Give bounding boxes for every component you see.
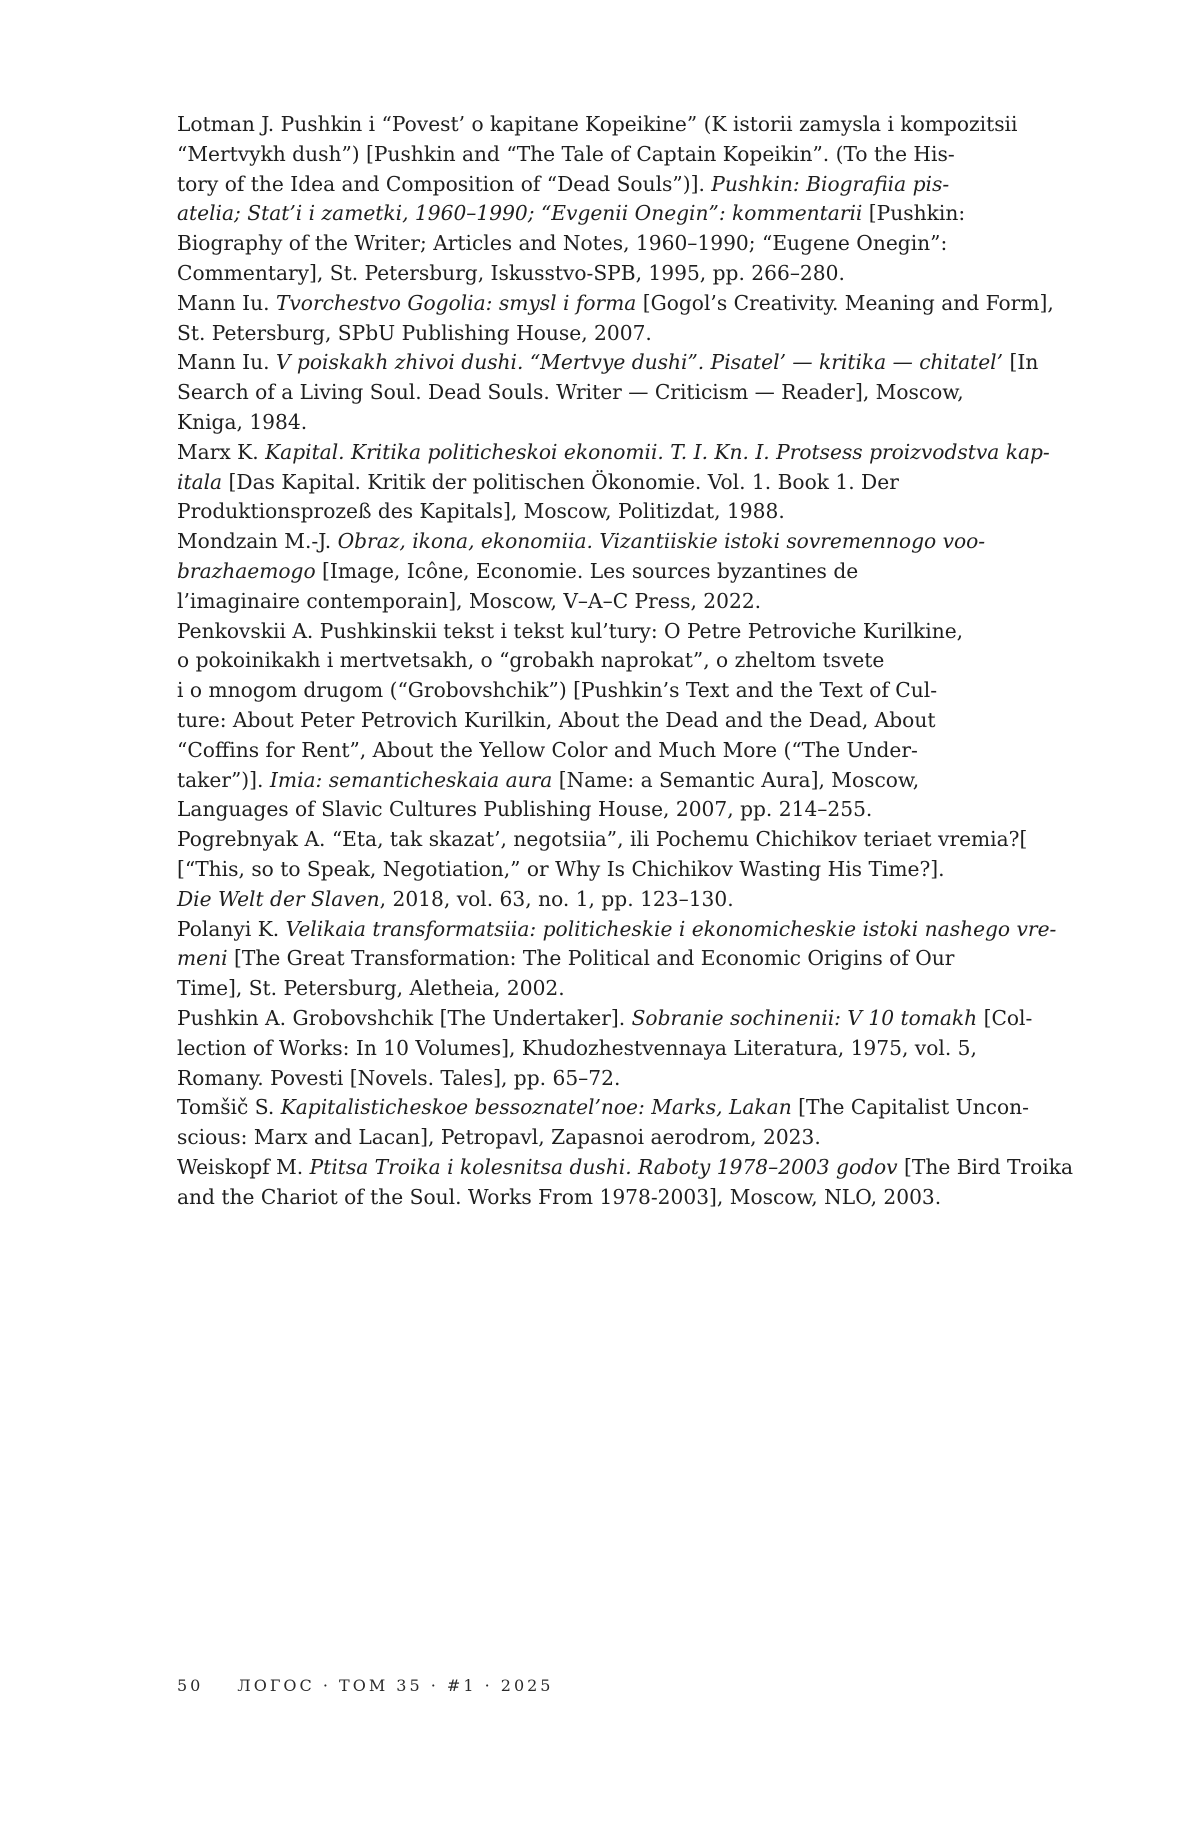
text-segment: Search of a Living Soul. Dead Souls. Writer — Criticism — Reader], Moscow,	[177, 380, 964, 405]
text-segment: Penkovskii A. Pushkinskii tekst i tekst kul’tury: O Petre Petroviche Kurilkine,	[177, 618, 964, 643]
entry-line	[177, 1183, 1037, 1213]
text-segment: [The Great Transformation: The Political and Economic Origins of Our	[227, 946, 955, 971]
text-segment: Produktionsprozeß des Kapitals], Moscow, Politizdat, 1988.	[177, 499, 785, 524]
entry-line	[177, 617, 1037, 647]
text-segment: tory of the Idea and Composition of “Dead Souls”)].	[177, 171, 712, 196]
entry-line	[177, 915, 1057, 945]
text-segment: [The Capitalist Uncon-	[791, 1095, 1029, 1120]
entry-line	[177, 468, 1037, 498]
italic-title-segment: Kapitalisticheskoe bessoznatel’noe: Marks, Lakan	[280, 1095, 792, 1120]
bibliography-entry	[177, 438, 1050, 527]
text-segment: [Image, Icône, Economie. Les sources byzantines de	[315, 558, 859, 583]
bibliography-entry	[177, 348, 1037, 437]
text-segment: [“This, so to Speak, Negotiation,” or Why Is Chichikov Wasting His Time?].	[177, 856, 945, 881]
italic-title-segment: Imia: semanticheskaia aura	[269, 767, 553, 792]
entry-line	[177, 676, 1037, 706]
entry-line	[177, 378, 1037, 408]
running-title: ЛОГОС · ТОМ 35 · #1 · 2025	[237, 1676, 554, 1695]
entry-line	[177, 736, 1037, 766]
text-segment: Tomšič S.	[177, 1095, 281, 1120]
text-segment: [Das Kapital. Kritik der politischen Ökonomie. Vol. 1. Book 1. Der	[222, 469, 899, 494]
italic-title-segment: meni	[177, 946, 228, 971]
text-segment: St. Petersburg, SPbU Publishing House, 2007.	[177, 320, 652, 345]
text-segment: Mondzain M.-J.	[177, 529, 338, 554]
entry-line	[177, 855, 1037, 885]
text-segment: Lotman J. Pushkin i “Povest’ o kapitane Kopeikine” (K istorii zamysla i kompozitsii	[177, 112, 1018, 136]
entry-line	[177, 587, 1037, 617]
entry-line	[177, 1153, 1073, 1183]
entry-line	[177, 199, 1037, 229]
text-segment: scious: Marx and Lacan], Petropavl, Zapasnoi aerodrom, 2023.	[177, 1125, 821, 1150]
text-segment: Polanyi K.	[177, 916, 286, 941]
entry-line	[177, 1004, 1037, 1034]
entry-line	[177, 319, 1037, 349]
text-segment: taker”)].	[177, 767, 270, 792]
text-segment: [Col-	[977, 1005, 1033, 1030]
entry-line	[177, 170, 1037, 200]
entry-line	[177, 229, 1037, 259]
text-segment: [Name: a Semantic Aura], Moscow,	[552, 767, 920, 792]
text-segment: Mann Iu.	[177, 290, 276, 315]
text-segment: [Gogol’s Creativity. Meaning and Form],	[636, 290, 1054, 315]
entry-line	[177, 1064, 1037, 1094]
text-segment: Kniga, 1984.	[177, 409, 308, 434]
text-segment: Weiskopf M.	[177, 1154, 310, 1179]
italic-title-segment: V poiskakh zhivoi dushi. “Mertvye dushi”. Pisatel’ — kritika — chitatel’	[275, 350, 1004, 375]
bibliography-entry	[177, 1004, 1037, 1093]
entry-line	[177, 408, 1037, 438]
text-segment: Pushkin A. Grobovshchik [The Undertaker].	[177, 1005, 632, 1030]
text-segment: Mann Iu.	[177, 350, 276, 375]
text-segment: “Coffins for Rent”, About the Yellow Color and Much More (“The Under-	[177, 737, 918, 762]
text-segment: [The Bird Troika	[897, 1154, 1073, 1179]
text-segment: and the Chariot of the Soul. Works From 1978-2003], Moscow, NLO, 2003.	[177, 1184, 942, 1209]
bibliography-entry	[177, 527, 1037, 616]
entry-line	[177, 706, 1037, 736]
entry-line	[177, 1123, 1037, 1153]
text-segment: [Pushkin:	[862, 201, 966, 226]
entry-line	[177, 646, 1037, 676]
text-segment: Romany. Povesti [Novels. Tales], pp. 65–72.	[177, 1065, 621, 1090]
italic-title-segment: Tvorchestvo Gogolia: smysl i forma	[275, 290, 637, 315]
text-segment: Biography of the Writer; Articles and Notes, 1960–1990; “Eugene Onegin”:	[177, 231, 948, 256]
text-segment: lection of Works: In 10 Volumes], Khudozhestvennaya Literatura, 1975, vol. 5,	[177, 1035, 977, 1060]
text-segment: o pokoinikakh i mertvetsakh, o “grobakh naprokat”, o zheltom tsvete	[177, 648, 885, 673]
italic-title-segment: Velikaia transformatsiia: politicheskie i ekonomicheskie istoki nashego vre-	[285, 916, 1057, 941]
entry-line	[177, 140, 1037, 170]
italic-title-segment: Obraz, ikona, ekonomiia. Vizantiiskie istoki sovremennogo voo-	[337, 529, 986, 554]
entry-line	[177, 289, 1054, 319]
entry-line	[177, 557, 1037, 587]
text-segment: Languages of Slavic Cultures Publishing House, 2007, pp. 214–255.	[177, 797, 873, 822]
bibliography-entry	[177, 110, 1037, 289]
bibliography-entry	[177, 1093, 1037, 1153]
text-segment: Time], St. Petersburg, Aletheia, 2002.	[177, 976, 565, 1001]
entry-line	[177, 885, 1037, 915]
text-segment: i o mnogom drugom (“Grobovshchik”) [Pushkin’s Text and the Text of Cul-	[177, 678, 938, 703]
italic-title-segment: Pushkin: Biografiia pis-	[711, 171, 950, 196]
entry-line	[177, 259, 1037, 289]
bibliography-entry	[177, 289, 1054, 349]
text-segment: , 2018, vol. 63, no. 1, pp. 123–130.	[379, 886, 734, 911]
entry-line	[177, 527, 1037, 557]
bibliography-entry	[177, 617, 1037, 826]
text-segment: “Mertvykh dush”) [Pushkin and “The Tale of Captain Kopeikin”. (To the His-	[177, 141, 955, 166]
italic-title-segment: Die Welt der Slaven	[177, 886, 380, 911]
page-footer	[177, 1676, 553, 1695]
entry-line	[177, 438, 1050, 468]
entry-line	[177, 1034, 1037, 1064]
bibliography-entry	[177, 915, 1057, 1004]
entry-line	[177, 974, 1037, 1004]
bibliography-list	[177, 110, 1073, 1212]
italic-title-segment: Sobranie sochinenii: V 10 tomakh	[631, 1005, 978, 1030]
text-segment: Commentary], St. Petersburg, Iskusstvo-SPB, 1995, pp. 266–280.	[177, 260, 845, 285]
italic-title-segment: brazhaemogo	[177, 558, 316, 583]
entry-line	[177, 766, 1037, 796]
italic-title-segment: itala	[177, 469, 223, 494]
text-segment: Pogrebnyak A. “Eta, tak skazat’, negotsiia”, ili Pochemu Chichikov teriaet vremia?[	[177, 827, 1028, 852]
entry-line	[177, 348, 1039, 378]
entry-line	[177, 1093, 1037, 1123]
entry-line	[177, 944, 1037, 974]
entry-line	[177, 110, 1037, 140]
bibliography-entry	[177, 1153, 1073, 1213]
entry-line	[177, 795, 1037, 825]
page-number: 50	[177, 1676, 204, 1695]
text-segment: l’imaginaire contemporain], Moscow, V–A–C Press, 2022.	[177, 588, 762, 613]
text-segment: [In	[1003, 350, 1039, 375]
entry-line	[177, 825, 1037, 855]
bibliography-entry	[177, 825, 1037, 914]
entry-line	[177, 497, 1037, 527]
italic-title-segment: atelia; Stat’i i zametki, 1960–1990; “Evgenii Onegin”: kommentarii	[177, 201, 863, 226]
italic-title-segment: Ptitsa Troika i kolesnitsa dushi. Raboty 1978–2003 godov	[309, 1154, 898, 1179]
text-segment: Marx K.	[177, 439, 266, 464]
text-segment: ture: About Peter Petrovich Kurilkin, About the Dead and the Dead, About	[177, 707, 936, 732]
italic-title-segment: Kapital. Kritika politicheskoi ekonomii. T. I. Kn. I. Protsess proizvodstva kap-	[265, 439, 1050, 464]
